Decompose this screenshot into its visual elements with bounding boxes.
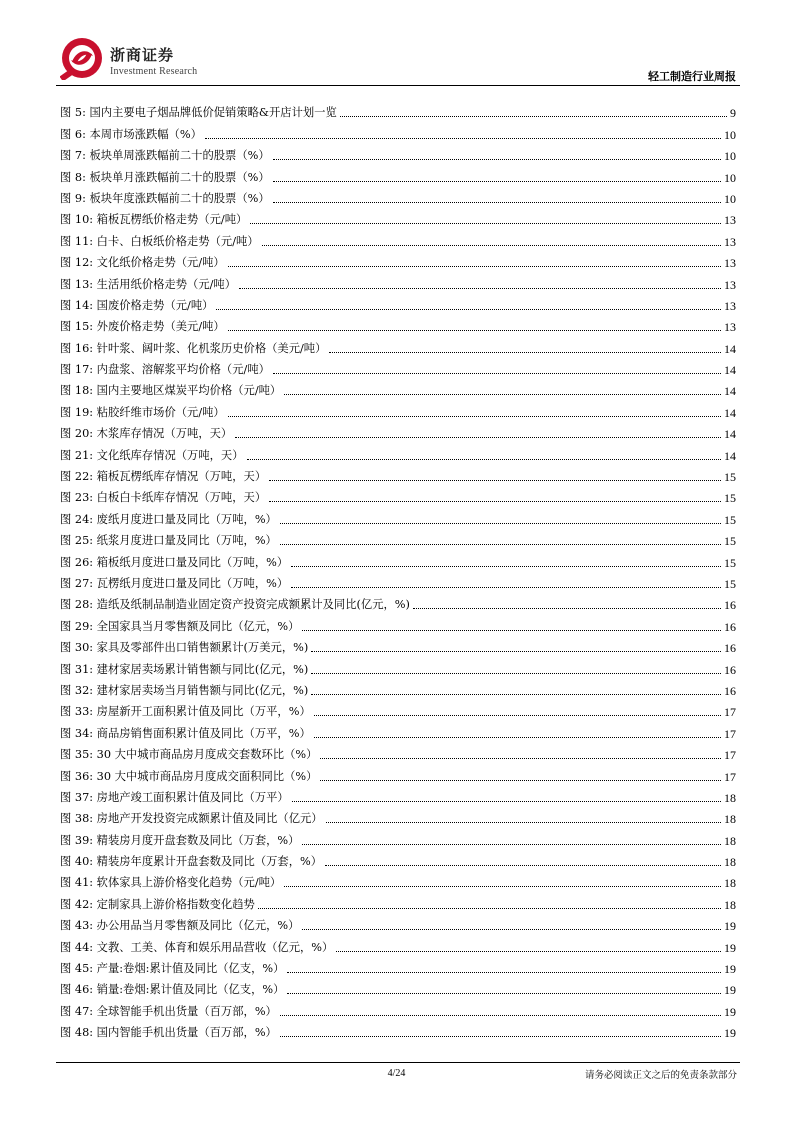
toc-entry-label: 图 32: 建材家居卖场当月销售额与同比(亿元，%) <box>60 683 309 697</box>
toc-dot-leader <box>336 951 721 952</box>
toc-entry-label: 图 10: 箱板瓦楞纸价格走势（元/吨） <box>60 213 248 227</box>
toc-entry-page: 15 <box>724 491 736 506</box>
toc-dot-leader <box>235 437 721 438</box>
toc-entry-page: 19 <box>724 983 736 998</box>
toc-entry-page: 14 <box>724 341 736 356</box>
toc-entry-page: 19 <box>724 1004 736 1019</box>
toc-entry[interactable] <box>60 313 736 334</box>
toc-entry-label: 图 18: 国内主要地区煤炭平均价格（元/吨） <box>60 384 282 398</box>
toc-entry-label: 图 12: 文化纸价格走势（元/吨） <box>60 256 225 270</box>
toc-entry-page: 16 <box>724 598 736 613</box>
toc-entry-label: 图 24: 废纸月度进口量及同比（万吨，%） <box>60 512 277 526</box>
toc-entry-page: 15 <box>724 534 736 549</box>
toc-entry-page: 18 <box>724 790 736 805</box>
toc-entry-label: 图 39: 精装房月度开盘套数及同比（万套，%） <box>60 833 300 847</box>
header-divider <box>56 85 740 86</box>
toc-dot-leader <box>291 566 721 567</box>
toc-entry-label: 图 47: 全球智能手机出货量（百万部，%） <box>60 1004 277 1018</box>
figure-index-list <box>60 99 736 1040</box>
toc-entry-label: 图 34: 商品房销售面积累计值及同比（万平，%） <box>60 726 311 740</box>
toc-entry-label: 图 17: 内盘浆、溶解浆平均价格（元/吨） <box>60 363 270 377</box>
toc-entry[interactable] <box>60 227 736 248</box>
toc-entry-label: 图 19: 粘胶纤维市场价（元/吨） <box>60 405 225 419</box>
brand-name-en: Investment Research <box>110 66 198 77</box>
toc-dot-leader <box>413 608 721 609</box>
toc-entry[interactable] <box>60 677 736 698</box>
toc-entry-label: 图 21: 文化纸库存情况（万吨，天） <box>60 448 244 462</box>
toc-entry-label: 图 8: 板块单月涨跌幅前二十的股票（%） <box>60 170 270 184</box>
toc-entry[interactable] <box>60 826 736 847</box>
toc-entry-label: 图 44: 文教、工美、体育和娱乐用品营收（亿元，%） <box>60 940 334 954</box>
toc-entry[interactable] <box>60 976 736 997</box>
toc-entry[interactable] <box>60 997 736 1018</box>
toc-entry-label: 图 28: 造纸及纸制品制造业固定资产投资完成额累计及同比(亿元，%) <box>60 598 410 612</box>
toc-entry-label: 图 35: 30 大中城市商品房月度成交套数环比（%） <box>60 748 318 762</box>
toc-entry-page: 19 <box>724 940 736 955</box>
toc-entry-page: 10 <box>724 191 736 206</box>
zheshang-logo-icon <box>60 36 104 80</box>
toc-dot-leader <box>280 523 721 524</box>
toc-entry-page: 13 <box>724 298 736 313</box>
toc-entry[interactable] <box>60 527 736 548</box>
toc-dot-leader <box>273 202 721 203</box>
toc-dot-leader <box>216 309 721 310</box>
toc-entry-page: 18 <box>724 876 736 891</box>
toc-dot-leader <box>228 266 721 267</box>
toc-dot-leader <box>302 929 721 930</box>
toc-dot-leader <box>228 416 721 417</box>
toc-entry-label: 图 33: 房屋新开工面积累计值及同比（万平，%） <box>60 705 311 719</box>
toc-entry-label: 图 36: 30 大中城市商品房月度成交面积同比（%） <box>60 769 318 783</box>
footer-divider <box>56 1062 740 1063</box>
toc-dot-leader <box>329 352 721 353</box>
toc-entry[interactable] <box>60 762 736 783</box>
toc-entry-label: 图 7: 板块单周涨跌幅前二十的股票（%） <box>60 149 270 163</box>
toc-dot-leader <box>340 116 727 117</box>
toc-entry[interactable] <box>60 292 736 313</box>
toc-entry-label: 图 29: 全国家具当月零售额及同比（亿元，%） <box>60 619 300 633</box>
toc-entry[interactable] <box>60 912 736 933</box>
toc-entry-label: 图 41: 软体家具上游价格变化趋势（元/吨） <box>60 876 282 890</box>
toc-entry-page: 13 <box>724 213 736 228</box>
toc-entry-page: 17 <box>724 726 736 741</box>
toc-entry-page: 10 <box>724 170 736 185</box>
toc-entry[interactable] <box>60 591 736 612</box>
toc-entry[interactable] <box>60 1019 736 1040</box>
toc-entry[interactable] <box>60 142 736 163</box>
toc-entry-label: 图 5: 国内主要电子烟品牌低价促销策略&开店计划一览 <box>60 106 337 120</box>
toc-dot-leader <box>258 908 721 909</box>
toc-entry[interactable] <box>60 655 736 676</box>
toc-dot-leader <box>311 694 721 695</box>
toc-entry-page: 14 <box>724 448 736 463</box>
toc-entry-page: 19 <box>724 919 736 934</box>
toc-entry-label: 图 38: 房地产开发投资完成额累计值及同比（亿元） <box>60 812 323 826</box>
toc-entry[interactable] <box>60 249 736 270</box>
toc-entry-page: 15 <box>724 576 736 591</box>
toc-entry[interactable] <box>60 120 736 141</box>
toc-entry-page: 14 <box>724 427 736 442</box>
toc-dot-leader <box>228 330 721 331</box>
toc-dot-leader <box>292 801 721 802</box>
page-header <box>60 36 736 88</box>
toc-dot-leader <box>326 822 721 823</box>
toc-dot-leader <box>284 886 721 887</box>
toc-entry-page: 14 <box>724 384 736 399</box>
toc-entry[interactable] <box>60 185 736 206</box>
toc-entry-page: 15 <box>724 555 736 570</box>
toc-entry[interactable] <box>60 441 736 462</box>
toc-dot-leader <box>269 501 721 502</box>
toc-entry-page: 18 <box>724 833 736 848</box>
toc-entry-label: 图 37: 房地产竣工面积累计值及同比（万平） <box>60 790 289 804</box>
toc-dot-leader <box>280 1015 721 1016</box>
toc-entry[interactable] <box>60 955 736 976</box>
toc-entry[interactable] <box>60 805 736 826</box>
toc-entry[interactable] <box>60 698 736 719</box>
toc-entry[interactable] <box>60 99 736 120</box>
toc-dot-leader <box>250 223 721 224</box>
toc-entry-page: 18 <box>724 812 736 827</box>
toc-entry[interactable] <box>60 356 736 377</box>
toc-entry[interactable] <box>60 634 736 655</box>
toc-dot-leader <box>205 138 721 139</box>
toc-entry-page: 13 <box>724 320 736 335</box>
toc-entry[interactable] <box>60 848 736 869</box>
toc-entry[interactable] <box>60 398 736 419</box>
toc-dot-leader <box>314 715 721 716</box>
toc-entry[interactable] <box>60 206 736 227</box>
toc-entry-label: 图 31: 建材家居卖场累计销售额与同比(亿元，%) <box>60 662 309 676</box>
toc-entry-label: 图 11: 白卡、白板纸价格走势（元/吨） <box>60 234 259 248</box>
toc-entry[interactable] <box>60 719 736 740</box>
toc-entry-label: 图 27: 瓦楞纸月度进口量及同比（万吨，%） <box>60 576 289 590</box>
toc-dot-leader <box>280 1036 721 1037</box>
toc-entry-label: 图 26: 箱板纸月度进口量及同比（万吨，%） <box>60 555 289 569</box>
toc-entry-label: 图 9: 板块年度涨跌幅前二十的股票（%） <box>60 191 270 205</box>
toc-entry-page: 18 <box>724 897 736 912</box>
toc-dot-leader <box>302 630 721 631</box>
toc-entry[interactable] <box>60 420 736 441</box>
toc-entry[interactable] <box>60 933 736 954</box>
brand-name-cn: 浙商证券 <box>110 46 175 64</box>
toc-entry-label: 图 42: 定制家具上游价格指数变化趋势 <box>60 897 255 911</box>
toc-dot-leader <box>311 673 721 674</box>
page-number: 4/24 <box>387 1068 406 1079</box>
toc-entry[interactable] <box>60 505 736 526</box>
toc-dot-leader <box>287 993 721 994</box>
toc-entry-page: 17 <box>724 769 736 784</box>
toc-entry[interactable] <box>60 377 736 398</box>
toc-dot-leader <box>314 737 721 738</box>
toc-entry-label: 图 45: 产量:卷烟:累计值及同比（亿支，%） <box>60 962 285 976</box>
toc-entry-page: 15 <box>724 470 736 485</box>
toc-dot-leader <box>239 288 721 289</box>
toc-dot-leader <box>273 373 721 374</box>
toc-entry-page: 14 <box>724 405 736 420</box>
toc-dot-leader <box>311 651 721 652</box>
toc-dot-leader <box>273 181 721 182</box>
toc-entry-page: 13 <box>724 277 736 292</box>
toc-entry-label: 图 23: 白板白卡纸库存情况（万吨，天） <box>60 491 267 505</box>
toc-dot-leader <box>273 159 721 160</box>
toc-entry[interactable] <box>60 784 736 805</box>
toc-entry-page: 13 <box>724 234 736 249</box>
toc-entry[interactable] <box>60 570 736 591</box>
toc-entry-page: 19 <box>724 962 736 977</box>
report-title: 轻工制造行业周报 <box>648 70 736 83</box>
toc-entry-page: 10 <box>724 127 736 142</box>
toc-entry-page: 15 <box>724 512 736 527</box>
toc-entry-label: 图 25: 纸浆月度进口量及同比（万吨，%） <box>60 534 277 548</box>
toc-entry-label: 图 16: 针叶浆、阔叶浆、化机浆历史价格（美元/吨） <box>60 341 327 355</box>
toc-entry-page: 16 <box>724 662 736 677</box>
toc-entry-label: 图 48: 国内智能手机出货量（百万部，%） <box>60 1026 277 1040</box>
toc-entry[interactable] <box>60 463 736 484</box>
toc-entry[interactable] <box>60 163 736 184</box>
toc-entry-label: 图 22: 箱板瓦楞纸库存情况（万吨，天） <box>60 470 267 484</box>
disclaimer-text: 请务必阅读正文之后的免责条款部分 <box>584 1070 737 1081</box>
toc-dot-leader <box>320 758 721 759</box>
toc-dot-leader <box>320 780 721 781</box>
toc-dot-leader <box>325 865 721 866</box>
toc-entry[interactable] <box>60 890 736 911</box>
toc-entry[interactable] <box>60 484 736 505</box>
toc-dot-leader <box>247 459 721 460</box>
toc-dot-leader <box>291 587 721 588</box>
toc-dot-leader <box>284 394 721 395</box>
toc-entry-page: 16 <box>724 683 736 698</box>
toc-entry[interactable] <box>60 270 736 291</box>
toc-entry-page: 9 <box>730 106 736 121</box>
toc-entry-page: 16 <box>724 619 736 634</box>
toc-entry[interactable] <box>60 741 736 762</box>
toc-entry-label: 图 30: 家具及零部件出口销售额累计(万美元，%) <box>60 641 309 655</box>
toc-entry-label: 图 40: 精装房年度累计开盘套数及同比（万套，%） <box>60 855 323 869</box>
toc-entry-label: 图 6: 本周市场涨跌幅（%） <box>60 127 202 141</box>
toc-dot-leader <box>262 245 721 246</box>
toc-entry-page: 18 <box>724 855 736 870</box>
toc-entry-label: 图 13: 生活用纸价格走势（元/吨） <box>60 277 237 291</box>
toc-entry-page: 17 <box>724 705 736 720</box>
toc-dot-leader <box>269 480 721 481</box>
toc-entry-page: 19 <box>724 1026 736 1041</box>
toc-dot-leader <box>287 972 721 973</box>
toc-dot-leader <box>302 844 721 845</box>
toc-entry[interactable] <box>60 334 736 355</box>
toc-entry-page: 13 <box>724 256 736 271</box>
toc-entry-label: 图 15: 外废价格走势（美元/吨） <box>60 320 225 334</box>
toc-entry[interactable] <box>60 612 736 633</box>
toc-entry-label: 图 43: 办公用品当月零售额及同比（亿元，%） <box>60 919 300 933</box>
toc-entry[interactable] <box>60 548 736 569</box>
toc-entry-label: 图 46: 销量:卷烟:累计值及同比（亿支，%） <box>60 983 285 997</box>
toc-dot-leader <box>280 544 721 545</box>
toc-entry[interactable] <box>60 869 736 890</box>
toc-entry-page: 16 <box>724 641 736 656</box>
toc-entry-label: 图 20: 木浆库存情况（万吨，天） <box>60 427 233 441</box>
toc-entry-page: 17 <box>724 748 736 763</box>
toc-entry-page: 14 <box>724 363 736 378</box>
toc-entry-label: 图 14: 国废价格走势（元/吨） <box>60 298 214 312</box>
toc-entry-page: 10 <box>724 149 736 164</box>
